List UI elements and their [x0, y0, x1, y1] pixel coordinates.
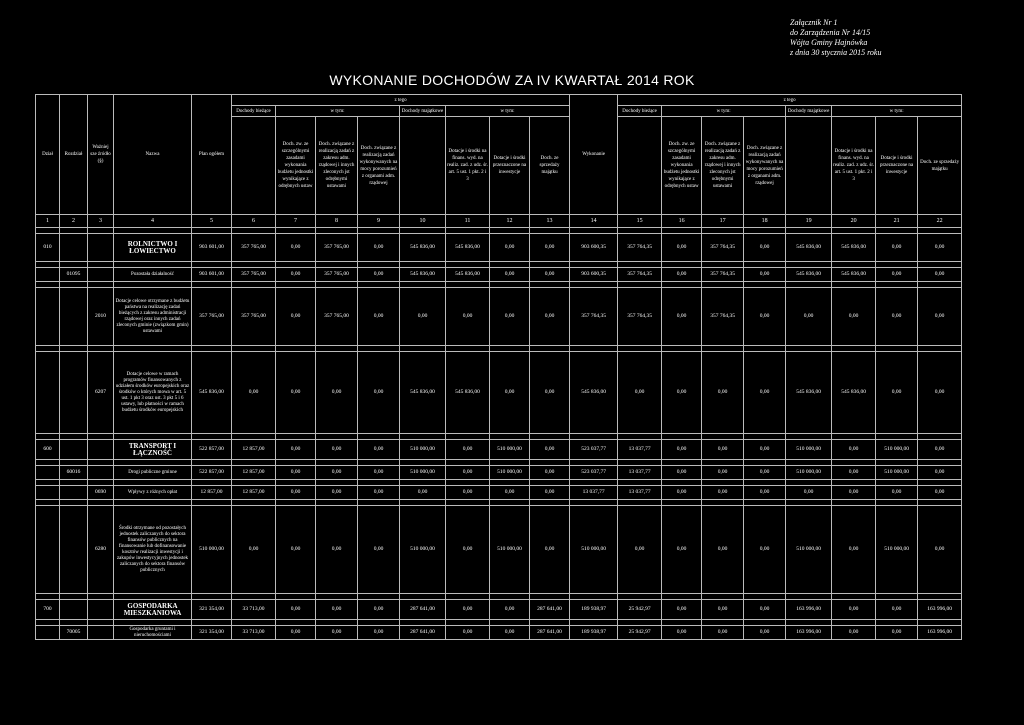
cell-value: 0,00: [316, 626, 358, 640]
cell-value: 0,00: [276, 268, 316, 282]
cell-value: 357 764,35: [618, 234, 662, 262]
cell-value: 0,00: [832, 626, 876, 640]
cell-value: 510 000,00: [786, 440, 832, 460]
cell-value: 0,00: [618, 506, 662, 594]
cell-value: 0,00: [662, 288, 702, 346]
table-row: [36, 626, 962, 640]
cell-rozdzial: 60016: [60, 466, 88, 480]
cell-value: 545 836,00: [786, 352, 832, 434]
column-number: 22: [918, 215, 962, 228]
cell-value: 357 764,35: [702, 288, 744, 346]
cell-value: 0,00: [876, 234, 918, 262]
cell-value: 545 836,00: [832, 352, 876, 434]
column-number: 17: [702, 215, 744, 228]
cell-value: 33 713,00: [232, 626, 276, 640]
cell-value: 522 857,00: [192, 466, 232, 480]
cell-value: 357 764,35: [702, 268, 744, 282]
cell-value: 12 857,00: [232, 466, 276, 480]
cell-value: 0,00: [276, 600, 316, 620]
cell-value: 0,00: [358, 600, 400, 620]
cell-value: 0,00: [918, 440, 962, 460]
cell-value: 0,00: [530, 268, 570, 282]
cell-value: 0,00: [446, 466, 490, 480]
cell-value: 0,00: [446, 486, 490, 500]
attachment-line-2: do Zarządzenia Nr 14/15: [790, 28, 871, 37]
cell-value: 287 641,00: [400, 626, 446, 640]
cell-rozdzial: [60, 486, 88, 500]
cell-value: 0,00: [446, 600, 490, 620]
column-number: 18: [744, 215, 786, 228]
cell-value: 189 938,97: [570, 626, 618, 640]
cell-value: 0,00: [490, 352, 530, 434]
cell-value: 0,00: [918, 466, 962, 480]
cell-value: 0,00: [400, 288, 446, 346]
column-number: 20: [832, 215, 876, 228]
cell-value: 0,00: [918, 234, 962, 262]
cell-value: 0,00: [744, 440, 786, 460]
cell-value: 545 836,00: [400, 234, 446, 262]
cell-value: 13 037,77: [618, 486, 662, 500]
cell-value: 0,00: [662, 268, 702, 282]
cell-value: 357 764,35: [570, 288, 618, 346]
column-number: 21: [876, 215, 918, 228]
cell-value: 0,00: [316, 352, 358, 434]
cell-value: 0,00: [876, 486, 918, 500]
header-col-porozumienia: Doch. związane z realizacją zadań wykonywanych na mocy porozumień z organami adm. rządowej: [744, 117, 786, 215]
cell-value: 0,00: [662, 352, 702, 434]
cell-value: 357 765,00: [232, 288, 276, 346]
column-number: 12: [490, 215, 530, 228]
cell-value: 357 764,35: [618, 288, 662, 346]
cell-value: 545 836,00: [400, 268, 446, 282]
cell-value: 510 000,00: [490, 466, 530, 480]
header-z-tego-plan: z tego: [232, 95, 570, 106]
cell-value: 0,00: [876, 352, 918, 434]
cell-value: 0,00: [744, 234, 786, 262]
cell-value: 163 996,00: [918, 626, 962, 640]
column-number-row: [36, 215, 962, 228]
cell-value: 0,00: [530, 352, 570, 434]
cell-value: 0,00: [490, 234, 530, 262]
cell-value: 0,00: [918, 506, 962, 594]
column-number: 16: [662, 215, 702, 228]
cell-value: 163 996,00: [918, 600, 962, 620]
cell-value: 357 765,00: [232, 234, 276, 262]
cell-value: 0,00: [744, 506, 786, 594]
column-number: 19: [786, 215, 832, 228]
cell-value: 357 764,35: [702, 234, 744, 262]
header-plan: Plan ogółem: [192, 95, 232, 215]
cell-value: 0,00: [744, 626, 786, 640]
table-row: [36, 440, 962, 460]
cell-value: 12 857,00: [232, 486, 276, 500]
cell-value: 0,00: [832, 440, 876, 460]
cell-value: 0,00: [276, 626, 316, 640]
cell-value: 0,00: [702, 600, 744, 620]
cell-value: 0,00: [446, 626, 490, 640]
cell-value: 545 836,00: [570, 352, 618, 434]
cell-value: 545 836,00: [786, 268, 832, 282]
cell-value: 163 996,00: [786, 626, 832, 640]
cell-value: 0,00: [876, 600, 918, 620]
header-rozdzial: Rozdział: [60, 95, 88, 215]
column-number: 7: [276, 215, 316, 228]
cell-value: 0,00: [358, 486, 400, 500]
cell-value: 0,00: [490, 486, 530, 500]
header-w-tym: w tym:: [446, 106, 570, 117]
cell-dzial: [36, 352, 60, 434]
cell-paragraf: 2010: [88, 288, 114, 346]
cell-value: 0,00: [702, 440, 744, 460]
cell-value: 0,00: [446, 440, 490, 460]
cell-paragraf: [88, 440, 114, 460]
cell-value: 0,00: [276, 486, 316, 500]
cell-value: 0,00: [702, 486, 744, 500]
cell-nazwa: GOSPODARKA MIESZKANIOWA: [114, 600, 192, 620]
cell-value: 13 037,77: [570, 486, 618, 500]
header-nazwa: Nazwa: [114, 95, 192, 215]
header-w-tym: w tym:: [662, 106, 786, 117]
cell-value: 25 942,97: [618, 600, 662, 620]
header-dochody-majatkowe: Dochody majątkowe: [786, 106, 832, 117]
cell-value: 357 765,00: [316, 268, 358, 282]
header-dochody-biezace: Dochody bieżące: [232, 106, 276, 117]
page-title: WYKONANIE DOCHODÓW ZA IV KWARTAŁ 2014 ROK: [329, 72, 695, 88]
cell-value: 0,00: [530, 440, 570, 460]
cell-value: 523 037,77: [570, 440, 618, 460]
cell-paragraf: [88, 600, 114, 620]
cell-dzial: [36, 486, 60, 500]
cell-value: 0,00: [530, 466, 570, 480]
cell-value: 0,00: [786, 486, 832, 500]
cell-value: 510 000,00: [400, 440, 446, 460]
cell-value: 0,00: [358, 506, 400, 594]
column-number: 10: [400, 215, 446, 228]
cell-value: 545 836,00: [192, 352, 232, 434]
cell-value: 0,00: [358, 352, 400, 434]
cell-value: 0,00: [662, 506, 702, 594]
cell-value: 0,00: [744, 600, 786, 620]
cell-value: 510 000,00: [876, 466, 918, 480]
cell-value: 0,00: [702, 506, 744, 594]
cell-paragraf: 0690: [88, 486, 114, 500]
cell-value: 0,00: [662, 440, 702, 460]
cell-value: 0,00: [358, 440, 400, 460]
cell-value: 0,00: [530, 234, 570, 262]
cell-rozdzial: [60, 288, 88, 346]
attachment-line-4: z dnia 30 stycznia 2015 roku: [790, 48, 882, 57]
cell-nazwa: Dotacje celowe otrzymane z budżetu państwa na realizację zadań bieżących z zakresu administracji rządowej oraz innych zadań zleconych gminie (związkom gmin) ustawami: [114, 288, 192, 346]
cell-value: 510 000,00: [786, 506, 832, 594]
header-col-sprzedaz: Doch. ze sprzedaży majątku: [530, 117, 570, 215]
cell-value: 0,00: [662, 486, 702, 500]
cell-value: 0,00: [276, 466, 316, 480]
column-number: 2: [60, 215, 88, 228]
table-row: [36, 506, 962, 594]
column-number: 9: [358, 215, 400, 228]
column-number: 8: [316, 215, 358, 228]
cell-value: 357 765,00: [316, 288, 358, 346]
cell-value: 163 996,00: [786, 600, 832, 620]
cell-value: 522 857,00: [192, 440, 232, 460]
cell-rozdzial: [60, 352, 88, 434]
cell-value: 0,00: [446, 288, 490, 346]
cell-value: 545 836,00: [832, 234, 876, 262]
column-number: 6: [232, 215, 276, 228]
cell-rozdzial: 70005: [60, 626, 88, 640]
cell-value: 0,00: [918, 486, 962, 500]
cell-value: 0,00: [786, 288, 832, 346]
cell-value: 0,00: [316, 466, 358, 480]
cell-paragraf: [88, 466, 114, 480]
cell-value: 510 000,00: [876, 506, 918, 594]
header-dochody-biezace: Dochody bieżące: [618, 106, 662, 117]
cell-value: 0,00: [918, 352, 962, 434]
cell-value: 0,00: [918, 268, 962, 282]
cell-value: 287 641,00: [400, 600, 446, 620]
revenue-table: [35, 94, 962, 640]
cell-value: 0,00: [918, 288, 962, 346]
cell-value: 0,00: [358, 268, 400, 282]
cell-rozdzial: [60, 600, 88, 620]
cell-value: 510 000,00: [192, 506, 232, 594]
cell-value: 0,00: [832, 600, 876, 620]
cell-value: 287 641,00: [530, 600, 570, 620]
header-z-tego-wykonanie: z tego: [618, 95, 962, 106]
cell-value: 510 000,00: [400, 506, 446, 594]
cell-value: 545 836,00: [446, 352, 490, 434]
table-row: [36, 352, 962, 434]
cell-value: 0,00: [662, 600, 702, 620]
cell-value: 25 942,97: [618, 626, 662, 640]
table-row: [36, 466, 962, 480]
header-col-rzadowe: Doch. związane z realizacją zadań z zakresu adm. rządowej i innych zleconych jst odrębnymi ustawami: [702, 117, 744, 215]
header-w-tym: w tym:: [832, 106, 962, 117]
cell-value: 545 836,00: [400, 352, 446, 434]
cell-value: 510 000,00: [490, 506, 530, 594]
cell-value: 0,00: [618, 352, 662, 434]
cell-value: 0,00: [490, 268, 530, 282]
header-col-zadania: Doch. zw. ze szczególnymi zasadami wykonania budżetu jednostki wynikające z odrębnych ustaw: [276, 117, 316, 215]
cell-value: 0,00: [744, 288, 786, 346]
header-dochody-majatkowe: Dochody majątkowe: [400, 106, 446, 117]
cell-value: 0,00: [744, 486, 786, 500]
cell-value: 0,00: [876, 268, 918, 282]
cell-value: 357 765,00: [316, 234, 358, 262]
cell-value: 0,00: [358, 626, 400, 640]
header-w-tym: w tym:: [276, 106, 400, 117]
header-col-dotacje-finans: Dotacje i środki na finans. wyd. na realiz. zad. z udz. śr. art. 5 ust. 1 pkt. 2 i 3: [832, 117, 876, 215]
cell-dzial: [36, 506, 60, 594]
cell-value: 510 000,00: [400, 466, 446, 480]
cell-value: 0,00: [530, 506, 570, 594]
cell-value: 545 836,00: [832, 268, 876, 282]
table-row: [36, 486, 962, 500]
cell-value: 0,00: [530, 486, 570, 500]
cell-value: 0,00: [662, 466, 702, 480]
cell-dzial: [36, 466, 60, 480]
cell-dzial: 600: [36, 440, 60, 460]
cell-value: 0,00: [276, 288, 316, 346]
cell-value: 0,00: [530, 288, 570, 346]
cell-value: 0,00: [232, 506, 276, 594]
cell-value: 510 000,00: [876, 440, 918, 460]
header-zrodlo: Ważniej sze źródło (§): [88, 95, 114, 215]
cell-value: 903 601,00: [192, 234, 232, 262]
cell-value: 12 857,00: [192, 486, 232, 500]
cell-rozdzial: [60, 234, 88, 262]
cell-value: 0,00: [702, 626, 744, 640]
header-col-porozumienia: Doch. związane z realizacją zadań wykonywanych na mocy porozumień z organami adm. rządowej: [358, 117, 400, 215]
cell-value: 357 765,00: [192, 288, 232, 346]
cell-value: 0,00: [276, 440, 316, 460]
cell-value: 0,00: [276, 506, 316, 594]
cell-rozdzial: [60, 506, 88, 594]
cell-value: 0,00: [490, 600, 530, 620]
cell-value: 0,00: [358, 466, 400, 480]
attachment-line-1: Załącznik Nr 1: [790, 18, 838, 27]
header-col-sprzedaz: Doch. ze sprzedaży majątku: [918, 117, 962, 215]
cell-value: 0,00: [276, 352, 316, 434]
table-row: [36, 288, 962, 346]
cell-value: 0,00: [400, 486, 446, 500]
cell-value: 903 601,00: [192, 268, 232, 282]
cell-value: 510 000,00: [570, 506, 618, 594]
cell-paragraf: [88, 626, 114, 640]
column-number: 3: [88, 215, 114, 228]
cell-value: 357 765,00: [232, 268, 276, 282]
cell-value: 0,00: [876, 288, 918, 346]
cell-value: 510 000,00: [786, 466, 832, 480]
cell-dzial: [36, 288, 60, 346]
header-col-dotacje-finans: Dotacje i środki na finans. wyd. na realiz. zad. z udz. śr. art. 5 ust. 1 pkt. 2 i 3: [446, 117, 490, 215]
cell-value: 0,00: [832, 506, 876, 594]
cell-value: 903 600,35: [570, 234, 618, 262]
attachment-line-3: Wójta Gminy Hajnówka: [790, 38, 868, 47]
cell-nazwa: ROLNICTWO I ŁOWIECTWO: [114, 234, 192, 262]
cell-rozdzial: [60, 440, 88, 460]
cell-value: 0,00: [316, 600, 358, 620]
column-number: 15: [618, 215, 662, 228]
cell-paragraf: 6207: [88, 352, 114, 434]
cell-dzial: [36, 626, 60, 640]
cell-value: 0,00: [744, 352, 786, 434]
cell-nazwa: Gospodarka gruntami i nieruchomościami: [114, 626, 192, 640]
table-row: [36, 268, 962, 282]
attachment-note: [790, 18, 881, 58]
cell-nazwa: Dotacje celowe w ramach programów finansowanych z udziałem środków europejskich oraz środków o których mowa w art. 5 ust. 1 pkt 3 oraz ust. 3 pkt 5 i 6 ustawy, lub płatności w ramach budżetu środków europejskich: [114, 352, 192, 434]
cell-paragraf: 6280: [88, 506, 114, 594]
cell-value: 321 354,00: [192, 600, 232, 620]
cell-value: 189 938,97: [570, 600, 618, 620]
column-number: 11: [446, 215, 490, 228]
cell-value: 13 037,77: [618, 466, 662, 480]
cell-value: 523 037,77: [570, 466, 618, 480]
cell-value: 545 836,00: [786, 234, 832, 262]
table-row: [36, 600, 962, 620]
cell-value: 0,00: [316, 440, 358, 460]
cell-value: 0,00: [276, 234, 316, 262]
cell-dzial: 700: [36, 600, 60, 620]
cell-value: 510 000,00: [490, 440, 530, 460]
cell-value: 0,00: [702, 352, 744, 434]
cell-value: 0,00: [358, 288, 400, 346]
cell-value: 12 857,00: [232, 440, 276, 460]
header-col-rzadowe: Doch. związane z realizacją zadań z zakresu adm. rządowej i innych zleconych jst odrębnymi ustawami: [316, 117, 358, 215]
column-number: 1: [36, 215, 60, 228]
cell-value: 0,00: [490, 288, 530, 346]
cell-value: 13 037,77: [618, 440, 662, 460]
header-col-zadania: Doch. zw. ze szczególnymi zasadami wykonania budżetu jednostki wynikające z odrębnych ustaw: [662, 117, 702, 215]
cell-value: 0,00: [832, 288, 876, 346]
cell-value: 0,00: [702, 466, 744, 480]
cell-paragraf: [88, 234, 114, 262]
cell-nazwa: Wpływy z różnych opłat: [114, 486, 192, 500]
cell-value: 0,00: [744, 466, 786, 480]
cell-value: 287 641,00: [530, 626, 570, 640]
column-number: 14: [570, 215, 618, 228]
header-col-dotacje-inw: Dotacje i środki przeznaczone na inwestycje: [490, 117, 530, 215]
cell-value: 0,00: [744, 268, 786, 282]
table-row: [36, 234, 962, 262]
cell-value: 0,00: [316, 486, 358, 500]
cell-value: 33 713,00: [232, 600, 276, 620]
cell-value: 357 764,35: [618, 268, 662, 282]
cell-nazwa: TRANSPORT I ŁĄCZNOŚĆ: [114, 440, 192, 460]
cell-value: 0,00: [446, 506, 490, 594]
cell-value: 0,00: [358, 234, 400, 262]
header-col-dotacje-inw: Dotacje i środki przeznaczone na inwestycje: [876, 117, 918, 215]
header-wykonanie: Wykonanie: [570, 95, 618, 215]
cell-paragraf: [88, 268, 114, 282]
column-number: 4: [114, 215, 192, 228]
cell-dzial: 010: [36, 234, 60, 262]
cell-nazwa: Pozostała działalność: [114, 268, 192, 282]
column-number: 5: [192, 215, 232, 228]
column-number: 13: [530, 215, 570, 228]
cell-value: 0,00: [832, 466, 876, 480]
cell-value: 0,00: [662, 234, 702, 262]
cell-value: 0,00: [832, 486, 876, 500]
cell-value: 0,00: [316, 506, 358, 594]
cell-value: 903 600,35: [570, 268, 618, 282]
cell-nazwa: Środki otrzymane od pozostałych jednostek zaliczanych do sektora finansów publicznych na finansowanie lub dofinansowanie kosztów realizacji inwestycji i zakupów inwestycyjnych jednostek zaliczanych do sektora finansów publicznych: [114, 506, 192, 594]
cell-value: 545 836,00: [446, 268, 490, 282]
cell-value: 545 836,00: [446, 234, 490, 262]
cell-value: 0,00: [876, 626, 918, 640]
cell-nazwa: Drogi publiczne gminne: [114, 466, 192, 480]
cell-value: 0,00: [490, 626, 530, 640]
header-dzial: Dział: [36, 95, 60, 215]
cell-dzial: [36, 268, 60, 282]
cell-value: 321 354,00: [192, 626, 232, 640]
cell-value: 0,00: [232, 352, 276, 434]
cell-value: 0,00: [662, 626, 702, 640]
cell-rozdzial: 01095: [60, 268, 88, 282]
